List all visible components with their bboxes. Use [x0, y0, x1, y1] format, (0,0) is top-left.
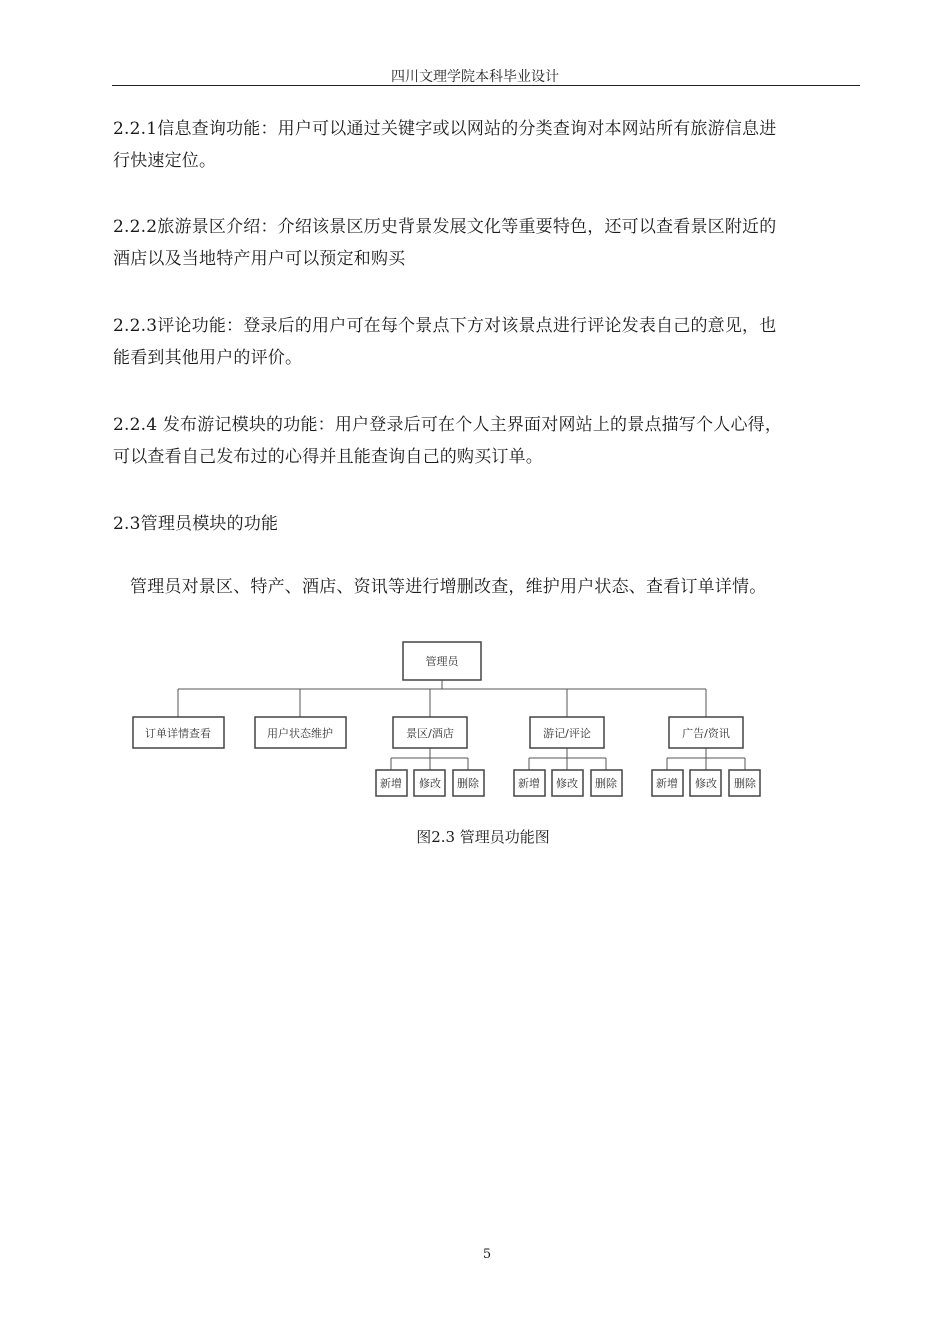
diagram-node-user-status: [255, 717, 346, 748]
svg-text:新增: 新增: [518, 777, 540, 790]
diagram-op-add: [652, 770, 683, 796]
text-line: 可以查看自己发布过的心得并且能查询自己的购买订单。: [113, 447, 543, 467]
svg-text:新增: 新增: [380, 777, 402, 790]
diagram-op-add: [376, 770, 407, 796]
svg-text:删除: 删除: [457, 777, 479, 790]
diagram-node-order-details: [133, 717, 224, 748]
diagram-root-node: [403, 642, 481, 680]
admin-function-diagram: [120, 630, 780, 815]
diagram-op-delete: [729, 770, 760, 796]
header-rule: [112, 85, 860, 86]
svg-text:新增: 新增: [656, 777, 678, 790]
diagram-op-edit: [414, 770, 445, 796]
diagram-node-label: 订单详情查看: [145, 727, 211, 740]
diagram-op-delete: [453, 770, 484, 796]
figure-caption: 图2.3 管理员功能图: [416, 828, 550, 846]
diagram-node-label: 游记/评论: [543, 727, 591, 740]
svg-text:修改: 修改: [419, 777, 441, 790]
paragraph-2-2-3: [113, 310, 865, 374]
diagram-root-label: 管理员: [425, 655, 459, 668]
paragraph-2-2-4: [113, 409, 865, 473]
diagram-node-travelogue-comment: [530, 717, 604, 748]
diagram-op-edit: [552, 770, 583, 796]
paragraph-admin-summary: [130, 571, 882, 603]
svg-text:删除: 删除: [595, 777, 617, 790]
svg-text:修改: 修改: [695, 777, 717, 790]
text-line: 2.3管理员模块的功能: [113, 514, 279, 534]
diagram-op-edit: [690, 770, 721, 796]
text-line: 管理员对景区、特产、酒店、资讯等进行增删改查，维护用户状态、查看订单详情。: [130, 577, 767, 597]
section-heading-2-3: [113, 508, 865, 540]
diagram-node-label: 广告/资讯: [682, 727, 730, 740]
text-line: 能看到其他用户的评价。: [113, 348, 303, 368]
diagram-op-delete: [591, 770, 622, 796]
diagram-node-label: 景区/酒店: [406, 727, 454, 740]
svg-text:修改: 修改: [556, 777, 578, 790]
text-line: 2.2.4 发布游记模块的功能：用户登录后可在个人主界面对网站上的景点描写个人心得，: [113, 415, 783, 435]
paragraph-2-2-2: [113, 211, 865, 275]
running-header: 四川文理学院本科毕业设计: [391, 69, 559, 85]
diagram-node-ads-news: [669, 717, 743, 748]
diagram-node-scenic-hotel: [393, 717, 467, 748]
page-number: 5: [482, 1247, 492, 1262]
svg-text:删除: 删除: [734, 777, 756, 790]
text-line: 酒店以及当地特产用户可以预定和购买: [113, 249, 406, 269]
diagram-node-label: 用户状态维护: [267, 727, 333, 740]
paragraph-2-2-1: [113, 113, 865, 177]
text-line: 2.2.1信息查询功能：用户可以通过关键字或以网站的分类查询对本网站所有旅游信息进: [113, 119, 777, 139]
text-line: 2.2.2旅游景区介绍：介绍该景区历史背景发展文化等重要特色，还可以查看景区附近的: [113, 217, 777, 237]
text-line: 行快速定位。: [113, 151, 217, 171]
diagram-op-add: [514, 770, 545, 796]
text-line: 2.2.3评论功能：登录后的用户可在每个景点下方对该景点进行评论发表自己的意见，也: [113, 316, 777, 336]
